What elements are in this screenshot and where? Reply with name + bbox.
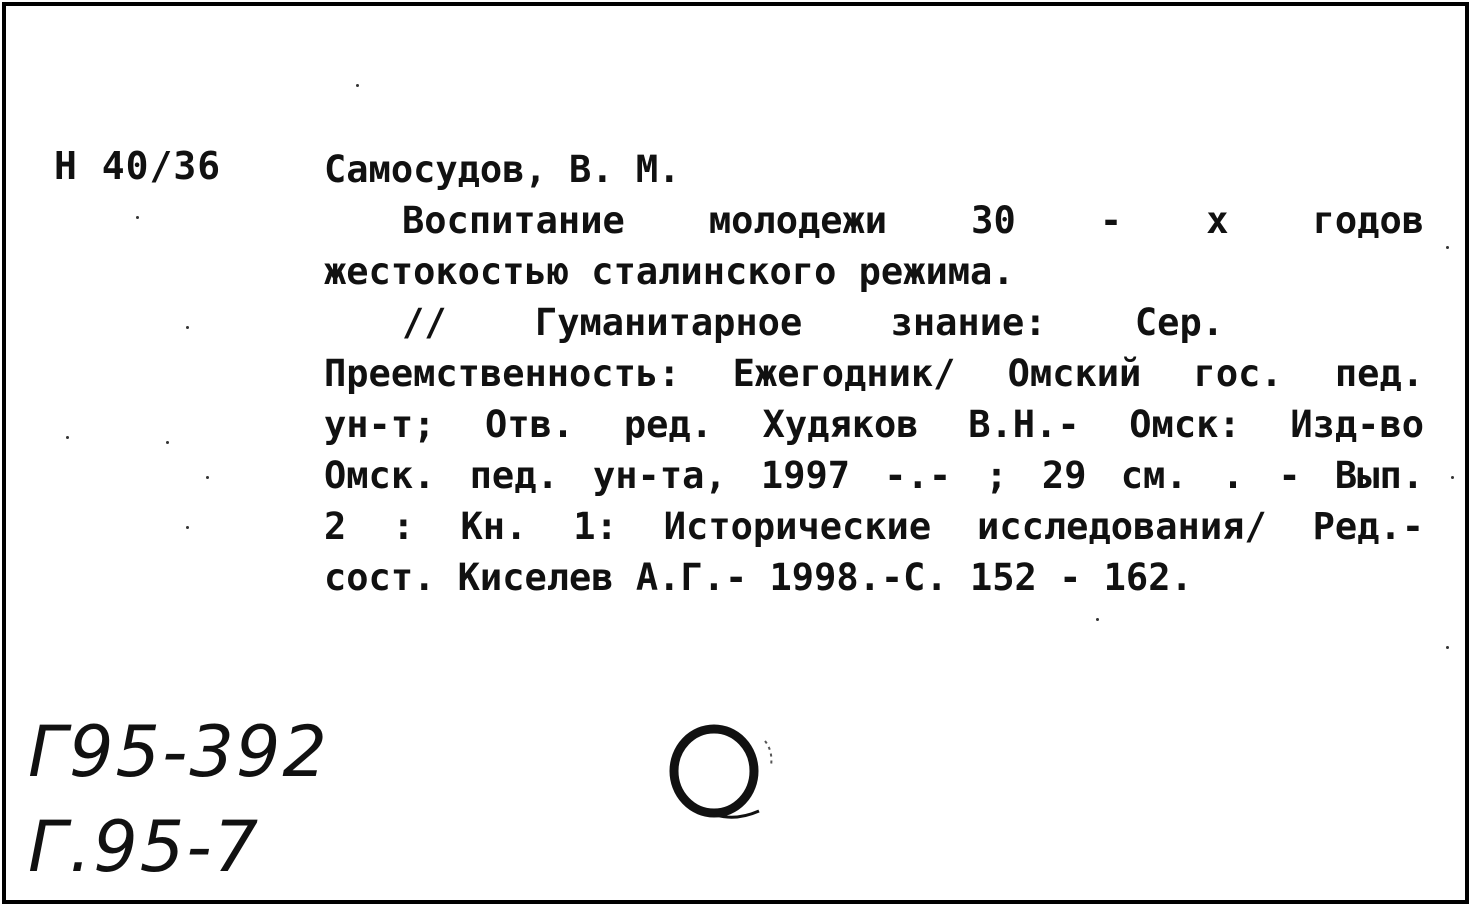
title-line-1: Воспитание молодежи 30 - х годов — [402, 199, 1424, 242]
handwritten-note-1: Г95-392 — [28, 711, 329, 793]
series-line-6: сост. Киселев А.Г.- 1998.-С. 152 - 162. — [324, 556, 1193, 599]
speck — [1096, 618, 1099, 621]
catalog-card — [2, 2, 1469, 904]
speck — [136, 216, 139, 219]
series-line-1: // Гуманитарное знание: Сер. — [402, 301, 1224, 344]
shelfmark: Н 40/36 — [54, 144, 222, 188]
speck — [186, 326, 189, 329]
author-line: Самосудов, В. М. — [324, 148, 681, 191]
speck — [66, 436, 69, 439]
handwritten-note-2: Г.95-7 — [28, 806, 261, 888]
speck — [356, 84, 359, 87]
speck — [186, 526, 189, 529]
speck — [1446, 646, 1449, 649]
speck — [166, 441, 169, 444]
title-line-2: жестокостью сталинского режима. — [324, 250, 1015, 293]
speck — [1446, 246, 1449, 249]
speck — [206, 476, 209, 479]
series-line-4: Омск. пед. ун-та, 1997 -.- ; 29 см. . - Вып. — [324, 454, 1424, 497]
speck — [1451, 476, 1454, 479]
bibliographic-record — [324, 144, 1424, 603]
series-line-5: 2 : Кн. 1: Исторические исследования/ Ред.- — [324, 505, 1424, 548]
series-line-2: Преемственность: Ежегодник/ Омский гос. пед. — [324, 352, 1424, 395]
circle-stamp-icon — [661, 711, 781, 836]
series-line-3: ун-т; Отв. ред. Худяков В.Н.- Омск: Изд-во — [324, 403, 1424, 446]
